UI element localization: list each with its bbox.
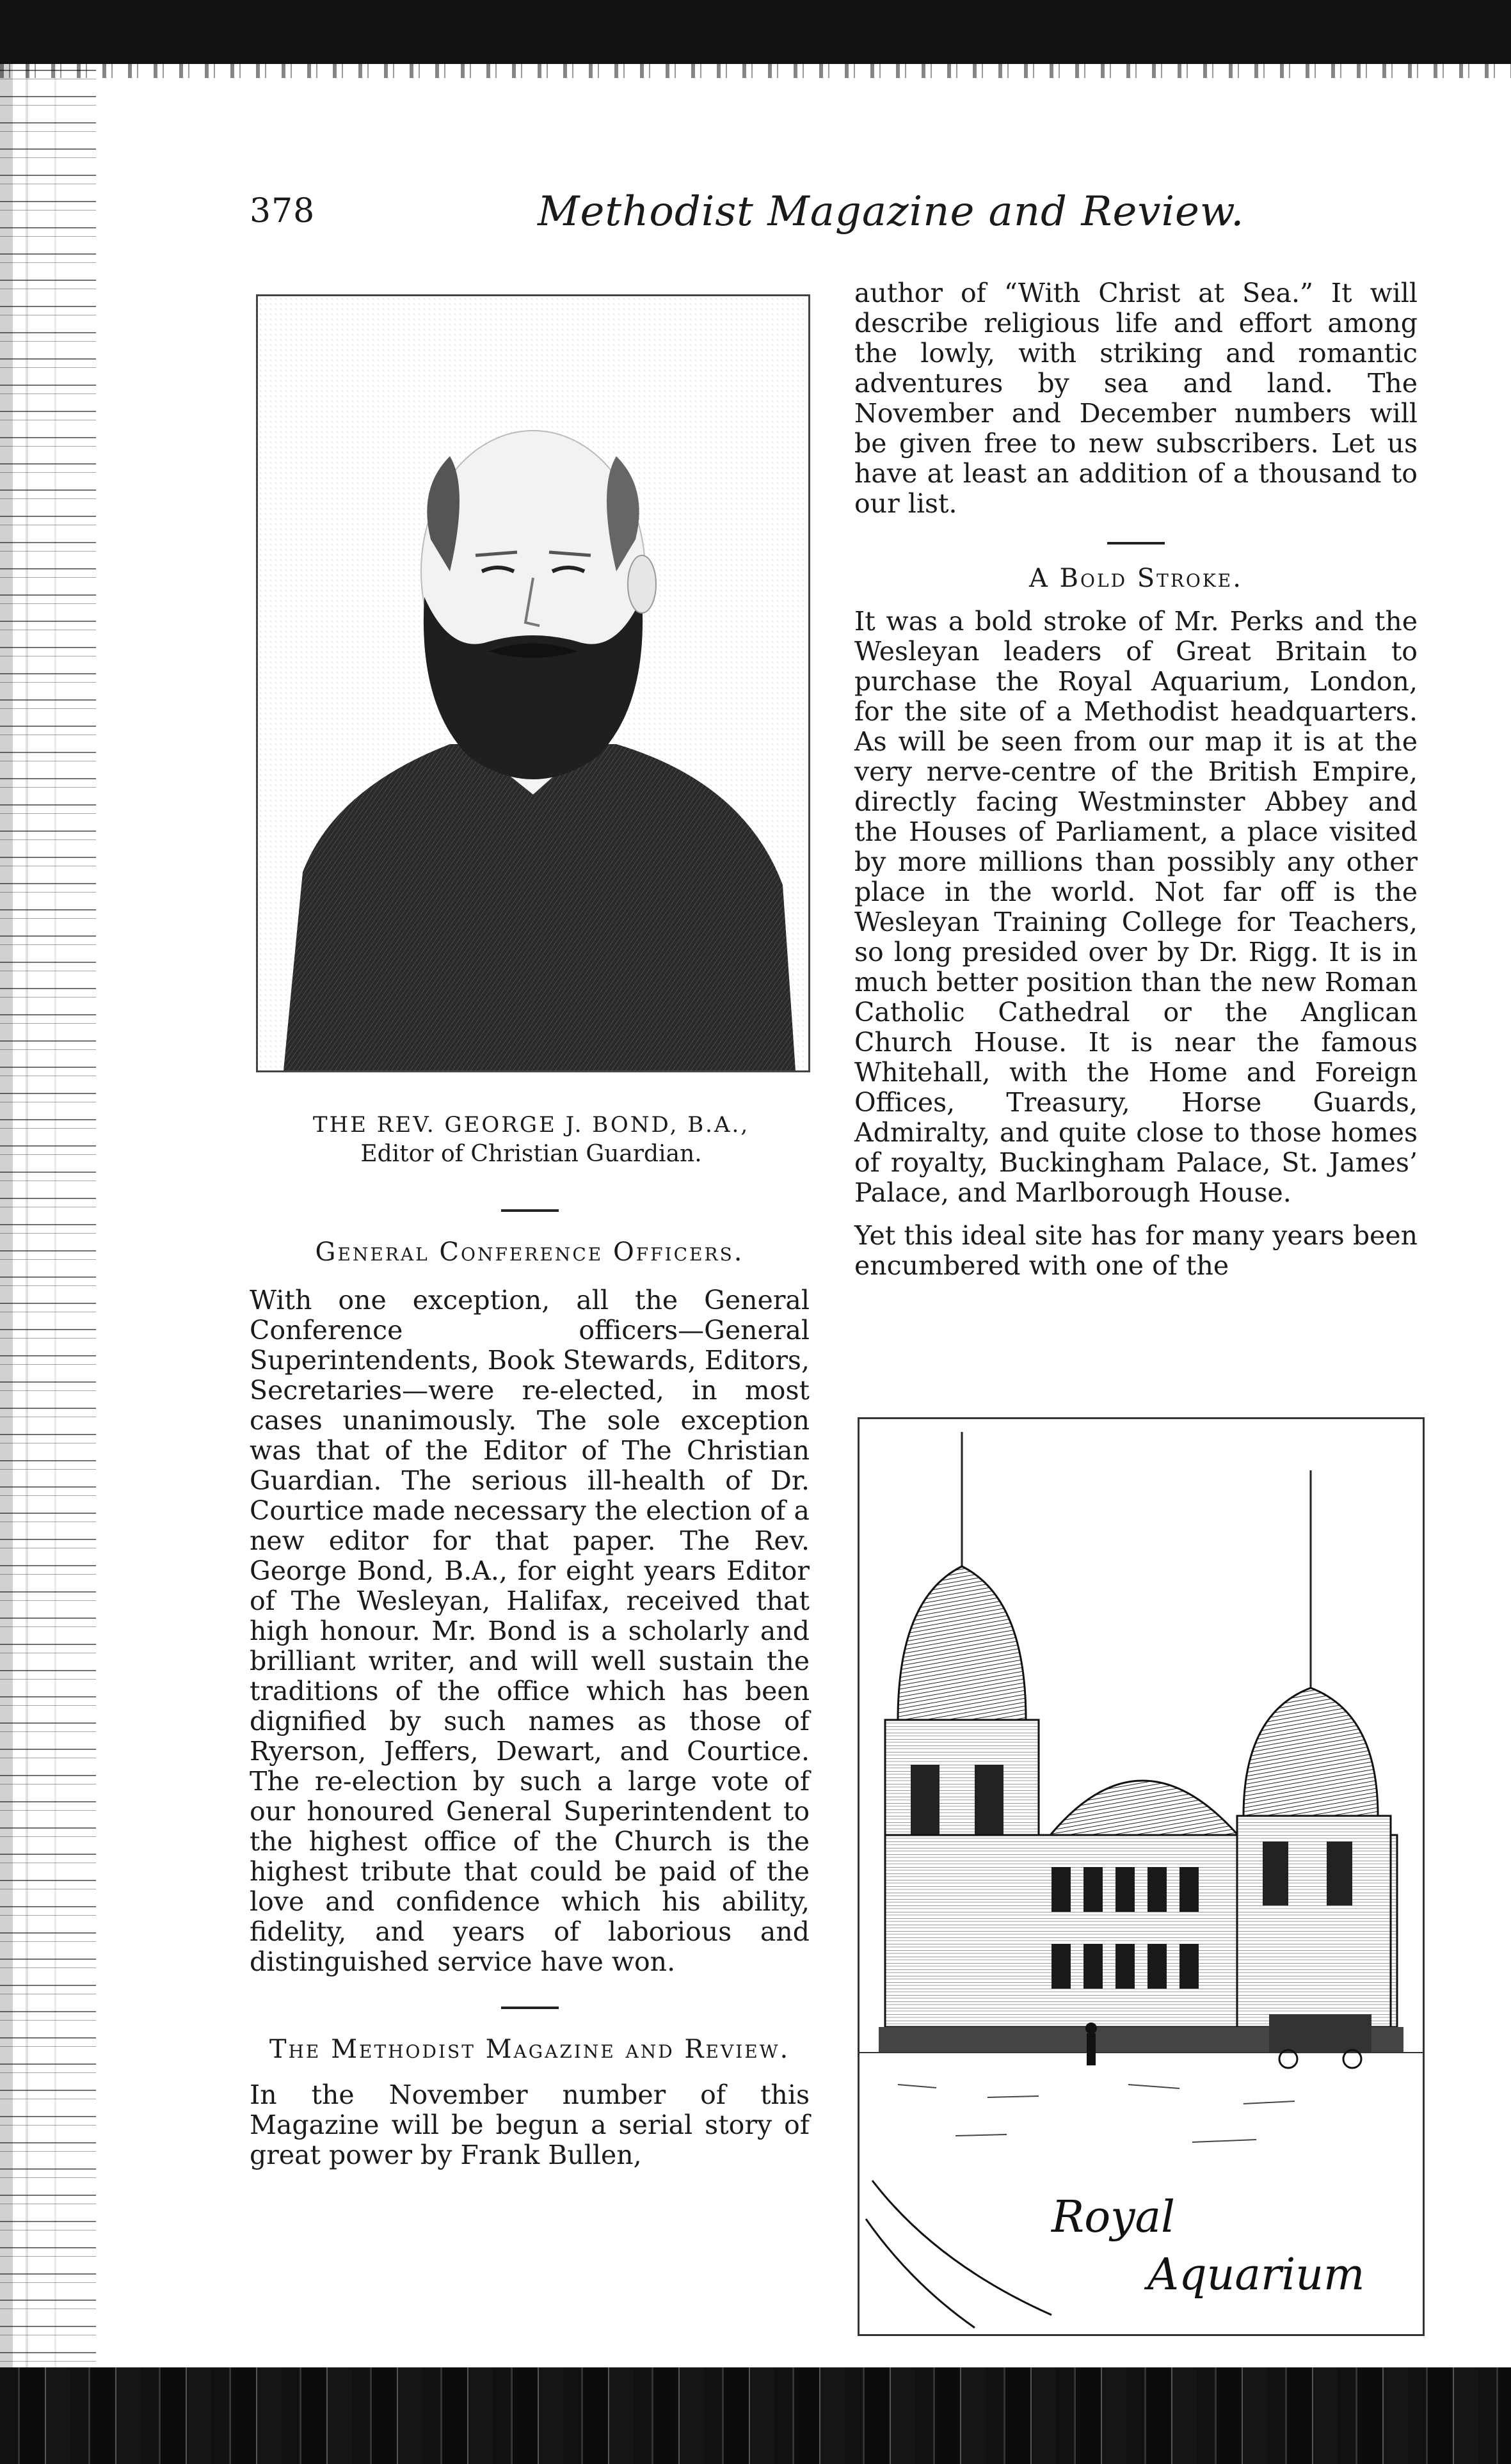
journal-title: Methodist Magazine and Review. bbox=[538, 188, 1245, 235]
right-column bbox=[854, 278, 1418, 1281]
section-heading-bold-stroke: A Bold Stroke. bbox=[1029, 564, 1243, 593]
running-head bbox=[250, 188, 1414, 243]
section-heading-general-conference: General Conference Officers. bbox=[315, 1237, 744, 1267]
portrait-caption bbox=[256, 1110, 806, 1169]
portrait-engraving bbox=[258, 296, 808, 1070]
section-rule bbox=[1107, 542, 1165, 544]
royal-aquarium-image bbox=[858, 1417, 1425, 2336]
portrait-caption-title: Editor of Christian Guardian. bbox=[360, 1141, 702, 1167]
aquarium-label-royal: Royal bbox=[1051, 2192, 1175, 2243]
page-number: 378 bbox=[250, 192, 316, 230]
portrait-image bbox=[256, 294, 810, 1072]
royal-aquarium-engraving bbox=[859, 1419, 1423, 2334]
scan-border-bottom bbox=[0, 2367, 1511, 2464]
paragraph-bold-stroke: It was a bold stroke of Mr. Perks and the Wesleyan leaders of Great Britain to purchase the Royal Aquarium, London, for the site of a Methodist headquarters. As will be seen from our map it is at the very nerve-centre of the British Empire, directly facing Westminster Abbey and the Houses of Parliament, a place visited by more millions than possibly any other place in the world. Not far off is the Wesleyan Training College for Teachers, so long presided over by Dr. Rigg. It is in much better position than the new Roman Catholic Cathedral or the Anglican Church House. It is near the famous Whitehall, with the Home and Foreign Offices, Treasury, Horse Guards, Admiralty, and quite close to those homes of royalty, Buckingham Palace, St. James’ Palace, and Marlborough House. bbox=[854, 606, 1418, 1208]
scan-border-top bbox=[0, 0, 1511, 64]
section-heading-magazine: The Methodist Magazine and Review. bbox=[269, 2035, 790, 2064]
paragraph-magazine-continued: author of “With Christ at Sea.” It will describe religious life and effort among the lowly, with striking and romantic adventures by sea and land. The November and December numbers will be given free to new subscribers. Let us have at least an addition of a thousand to our list. bbox=[854, 278, 1418, 519]
scan-noise-top bbox=[0, 64, 1511, 78]
section-rule bbox=[501, 2007, 559, 2009]
paragraph-ideal-site: Yet this ideal site has for many years been encumbered with one of the bbox=[854, 1220, 1418, 1281]
paragraph-general-conference: With one exception, all the General Conference officers—General Superintendents, Book Stewards, Editors, Secretaries—were re-elected, in most cases unanimously. The sole exception was that of the Editor of The Christian Guardian. The serious ill-health of Dr. Courtice made necessary the election of a new editor for that paper. The Rev. George Bond, B.A., for eight years Editor of The Wesleyan, Halifax, received that high honour. Mr. Bond is a scholarly and brilliant writer, and will well sustain the traditions of the office which has been dignified by such names as those of Ryerson, Jeffers, Dewart, and Courtice. The re-election by such a large vote of our honoured General Superintendent to the highest office of the Church is the highest tribute that could be paid of the love and confidence which his ability, fidelity, and years of laborious and distinguished service have won. bbox=[250, 1285, 810, 1977]
section-rule bbox=[501, 1209, 559, 1212]
portrait-caption-name: THE REV. GEORGE J. BOND, B.A., bbox=[312, 1112, 750, 1138]
aquarium-label-aquarium: Aquarium bbox=[1147, 2250, 1365, 2300]
left-column bbox=[250, 1209, 810, 2170]
paragraph-magazine: In the November number of this Magazine will be begun a serial story of great power by Frank Bullen, bbox=[250, 2079, 810, 2170]
scan-noise-left bbox=[0, 64, 96, 2367]
